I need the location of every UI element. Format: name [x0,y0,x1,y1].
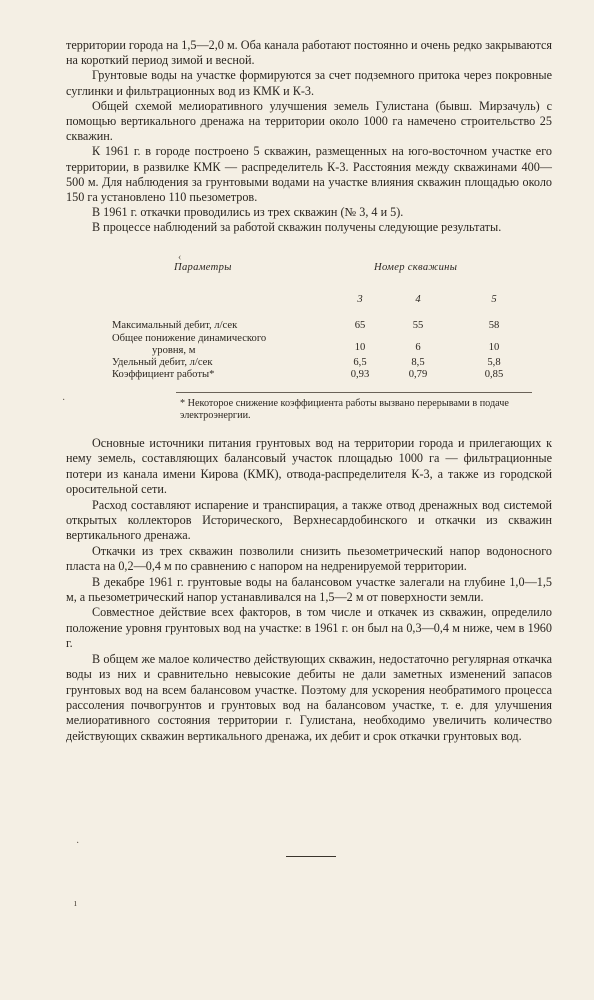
cell: 55 [412,320,424,331]
cell: 58 [488,320,500,331]
paragraph: В процессе наблюдений за работой скважин получены следующие результаты. [92,220,502,235]
scan-mark: ‹ [178,252,182,263]
paragraph: В общем же малое количество действующих скважин, недостаточно регулярная откачка воды из них и сравнительно невысокие дебиты не дали заметных изменений запасов грунтовых вод на всем балансовом участке. Поэтому для ускорения необратимого процесса рассоления почвогрунтов и грунтовых вод на балансовом участке, т. е. для улучшения мелиоративного состояния территории г. Гулистана, необходимо увеличить количество действующих скважин вертикального дренажа, их дебит и срок откачки грунтовых вод. [66,651,552,743]
cell: 0,85 [484,369,504,380]
table-well-header: Номер скважины [374,262,458,273]
cell: 65 [354,320,366,331]
scan-mark: ı [74,898,77,909]
paragraph: В 1961 г. откачки проводились из трех скважин (№ 3, 4 и 5). [92,205,404,220]
body-text [66,436,552,744]
footnote-divider [176,392,532,393]
row-label: Общее понижение динамического [112,333,267,344]
cell: 10 [354,342,366,353]
cell: 0,79 [408,369,428,380]
intro-text [66,38,552,236]
well-number: 5 [491,294,497,305]
paragraph: В декабре 1961 г. грунтовые воды на балансовом участке залегали на глубине 1,0—1,5 м, а пьезометрический напор устанавливался на 1,5—2 м от поверхности земли. [66,574,552,605]
row-label: Удельный дебит, л/сек [112,357,213,368]
cell: 10 [488,342,500,353]
cell: 5,8 [487,357,501,368]
scan-mark: · [76,838,80,849]
row-label: Коэффициент работы* [112,369,215,380]
paragraph: Общей схемой мелиоративного улучшения земель Гулистана (бывш. Мирзачуль) с помощью вертикального дренажа на территории около 1000 га намечено строительство 25 скважин. [66,98,552,144]
scan-mark: · [62,395,66,406]
end-divider [286,856,336,857]
row-label-cont: уровня, м [152,345,196,356]
well-number: 3 [357,294,363,305]
well-number: 4 [415,294,421,305]
table-footnote: * Некоторое снижение коэффициента работы вызвано перерывами в подаче электроэнергии. [180,398,509,421]
cell: 6 [415,342,421,353]
table-param-header: Параметры [174,262,232,273]
row-label: Максимальный дебит, л/сек [112,320,238,331]
paragraph: Совместное действие всех факторов, в том числе и откачек из скважин, определило положение уровня грунтовых вод на участке: в 1961 г. он был на 0,3—0,4 м ниже, чем в 1960 г. [66,605,552,651]
paragraph: Расход составляют испарение и транспирация, а также отвод дренажных вод системой открытых коллекторов Исторического, Верхнесардобинского и откачки из скважин вертикального дренажа. [66,497,552,543]
cell: 0,93 [350,369,370,380]
cell: 6,5 [353,357,367,368]
cell: 8,5 [411,357,425,368]
paragraph: К 1961 г. в городе построено 5 скважин, размещенных на юго-восточном участке его территории, в развилке КМК — распределитель К-3. Расстояния между скважинами 400—500 м. Для наблюдения за грунтовыми водами на участке влияния скважин площадью около 150 га установлено 110 пьезометров. [66,144,552,205]
paragraph: Откачки из трех скважин позволили снизить пьезометрический напор водоносного пласта на 0,2—0,4 м по сравнению с напором на недренируемой территории. [66,543,552,574]
paragraph: Грунтовые воды на участке формируются за счет подземного притока через покровные суглинки и фильтрационных вод из КМК и К-3. [66,68,552,98]
paragraph: территории города на 1,5—2,0 м. Оба канала работают постоянно и очень редко закрываются на короткий период зимой и весной. [66,38,552,68]
paragraph: Основные источники питания грунтовых вод на территории города и прилегающих к нему земель, составляющих балансовый участок площадью 1000 га — фильтрационные потери из канала имени Кирова (КМК), отвода-распределителя К-3, а также из городской оросительной сети. [66,436,552,497]
